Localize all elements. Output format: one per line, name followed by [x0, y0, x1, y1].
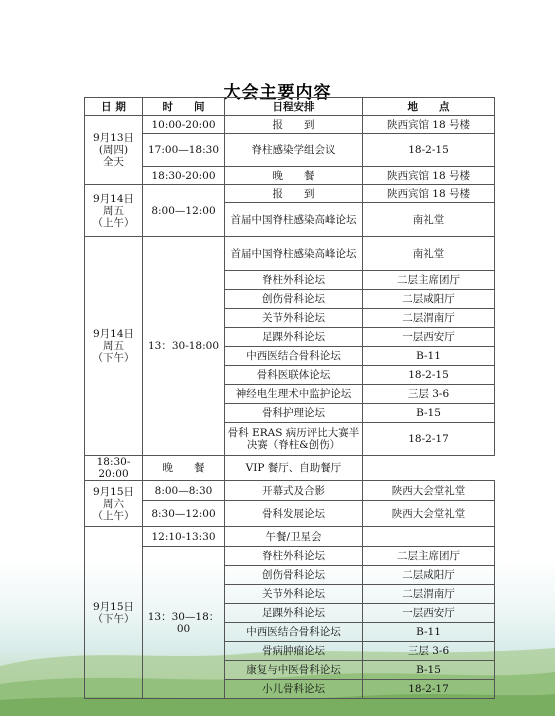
header-time: 时 间 [143, 98, 225, 116]
event-cell: 创伤骨科论坛 [225, 290, 363, 309]
page-title: 大会主要内容 [223, 83, 332, 103]
table-row [85, 185, 495, 203]
place-cell: 18-2-15 [363, 134, 495, 167]
table-row [85, 134, 495, 167]
table-row [85, 501, 495, 527]
place-cell: 三层 3-6 [363, 385, 495, 404]
event-cell: 首届中国脊柱感染高峰论坛 [225, 237, 363, 271]
table-row [85, 456, 495, 481]
event-cell: 足踝外科论坛 [225, 604, 363, 623]
date-cell: 9月13日 (周四) 全天 [85, 116, 143, 185]
time-cell: 8:00—12:00 [143, 185, 225, 237]
time-cell: 10:00-20:00 [143, 116, 225, 134]
event-cell: 关节外科论坛 [225, 309, 363, 328]
time-cell: 18:30-20:00 [143, 167, 225, 185]
table-row [85, 167, 495, 185]
event-cell: 骨科护理论坛 [225, 404, 363, 423]
event-cell: 中西医结合骨科论坛 [225, 623, 363, 642]
place-cell [363, 527, 495, 547]
place-cell: 二层咸阳厅 [363, 566, 495, 585]
place-cell: 南礼堂 [363, 203, 495, 237]
place-cell: 二层渭南厅 [363, 585, 495, 604]
table-row [85, 527, 495, 547]
schedule-table [84, 97, 495, 699]
place-cell: B-15 [363, 661, 495, 680]
event-cell: 神经电生理术中监护论坛 [225, 385, 363, 404]
time-cell: 18:30-20:00 [85, 456, 143, 481]
event-cell: 脊柱外科论坛 [225, 547, 363, 566]
time-cell: 8:30—12:00 [143, 501, 225, 527]
event-cell: 康复与中医骨科论坛 [225, 661, 363, 680]
place-cell: 陕西宾馆 18 号楼 [363, 185, 495, 203]
event-cell: 骨科发展论坛 [225, 501, 363, 527]
place-cell: 二层主席团厅 [363, 271, 495, 290]
event-cell: 午餐/卫星会 [225, 527, 363, 547]
place-cell: 陕西大会堂礼堂 [363, 501, 495, 527]
place-cell: 二层渭南厅 [363, 309, 495, 328]
time-cell: 12:10-13:30 [143, 527, 225, 547]
event-cell: 报 到 [225, 185, 363, 203]
event-cell: 足踝外科论坛 [225, 328, 363, 347]
event-cell: 骨病肿瘤论坛 [225, 642, 363, 661]
date-cell: 9月14日 周五 （上午） [85, 185, 143, 237]
table-row [85, 547, 495, 566]
event-cell: 小儿骨科论坛 [225, 680, 363, 699]
event-cell: 骨科医联体论坛 [225, 366, 363, 385]
event-cell: 关节外科论坛 [225, 585, 363, 604]
event-cell: 晚 餐 [143, 456, 225, 481]
event-cell: 报 到 [225, 116, 363, 134]
event-cell: 脊柱感染学组会议 [225, 134, 363, 167]
event-cell: 首届中国脊柱感染高峰论坛 [225, 203, 363, 237]
date-cell: 9月15日 （下午） [85, 527, 143, 699]
date-cell: 9月14日 周五 （下午） [85, 237, 143, 456]
time-cell: 13：30—18：00 [143, 547, 225, 699]
time-cell: 17:00—18:30 [143, 134, 225, 167]
date-cell: 9月15日 周六 （上午） [85, 481, 143, 527]
place-cell: 18-2-15 [363, 366, 495, 385]
place-cell: B-15 [363, 404, 495, 423]
event-cell: 脊柱外科论坛 [225, 271, 363, 290]
place-cell: B-11 [363, 347, 495, 366]
place-cell: 二层咸阳厅 [363, 290, 495, 309]
header-place: 地 点 [363, 98, 495, 116]
place-cell: 陕西大会堂礼堂 [363, 481, 495, 501]
place-cell: B-11 [363, 623, 495, 642]
header-event: 日程安排 [225, 98, 363, 116]
table-row [85, 481, 495, 501]
event-cell: 开幕式及合影 [225, 481, 363, 501]
table-row [85, 237, 495, 271]
place-cell: 一层西安厅 [363, 328, 495, 347]
time-cell: 8:00—8:30 [143, 481, 225, 501]
place-cell: 陕西宾馆 18 号楼 [363, 167, 495, 185]
place-cell: 陕西宾馆 18 号楼 [363, 116, 495, 134]
place-cell: 18-2-17 [363, 423, 495, 456]
time-cell: 13：30-18:00 [143, 237, 225, 456]
table-row [85, 116, 495, 134]
place-cell: 一层西安厅 [363, 604, 495, 623]
place-cell: 18-2-17 [363, 680, 495, 699]
event-cell: 晚 餐 [225, 167, 363, 185]
place-cell: 二层主席团厅 [363, 547, 495, 566]
event-cell: 创伤骨科论坛 [225, 566, 363, 585]
event-cell: 中西医结合骨科论坛 [225, 347, 363, 366]
event-cell: 骨科 ERAS 病历评比大赛半决赛（脊柱&创伤） [225, 423, 363, 456]
header-date: 日 期 [85, 98, 143, 116]
place-cell: 南礼堂 [363, 237, 495, 271]
table-header-row [85, 98, 495, 116]
place-cell: 三层 3-6 [363, 642, 495, 661]
place-cell: VIP 餐厅、自助餐厅 [225, 456, 363, 481]
